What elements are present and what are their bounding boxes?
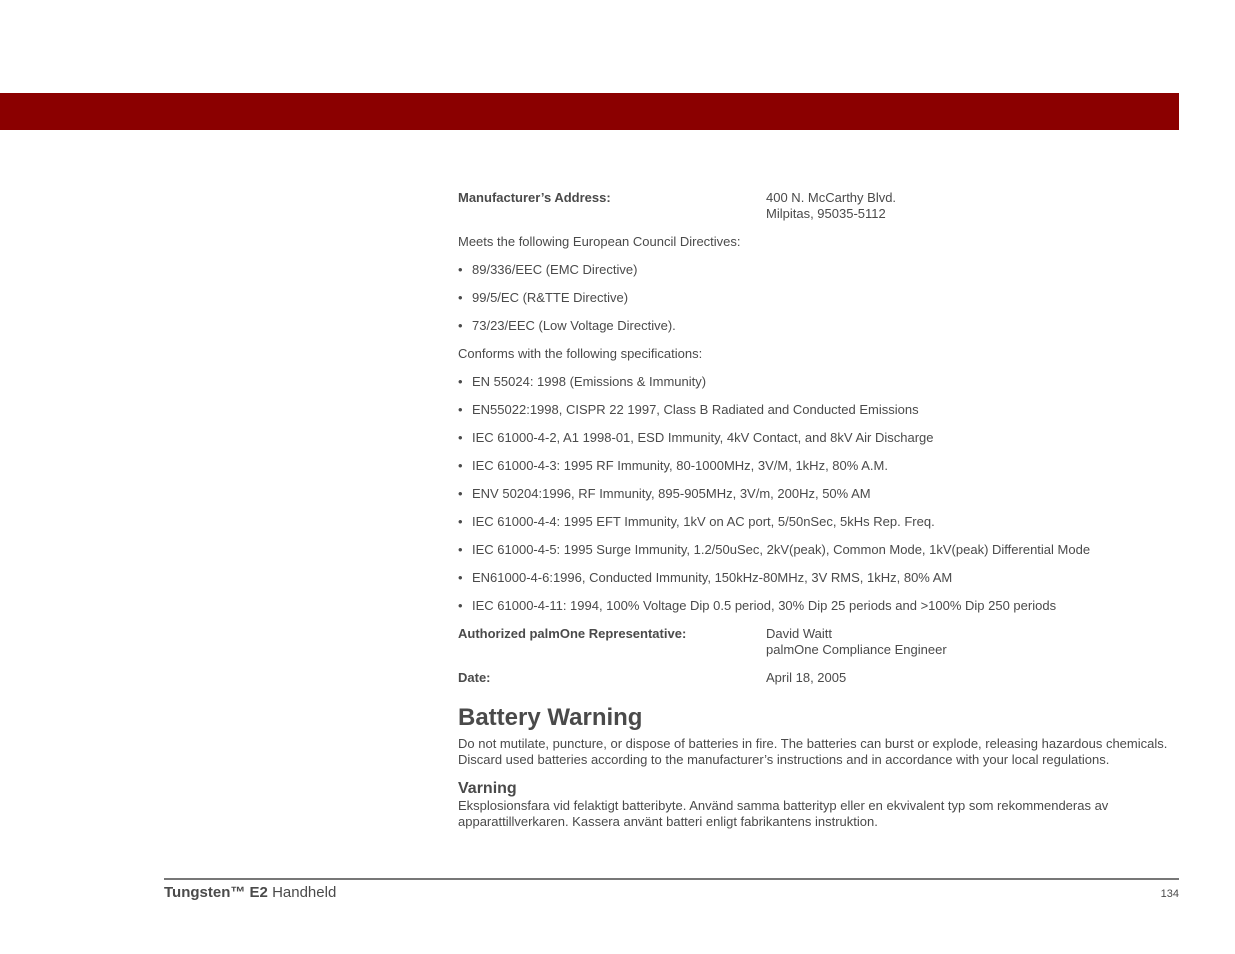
directives-intro: Meets the following European Council Directives: xyxy=(458,234,741,249)
bullet-icon: • xyxy=(458,290,463,305)
address-line-1: 400 N. McCarthy Blvd. xyxy=(766,190,897,205)
bullet-icon: • xyxy=(458,542,463,557)
list-item: • EN61000-4-6:1996, Conducted Immunity, 150kHz-80MHz, 3V RMS, 1kHz, 80% AM xyxy=(458,570,953,585)
bullet-icon: • xyxy=(458,458,463,473)
date-label: Date: xyxy=(458,670,491,685)
bullet-icon: • xyxy=(458,318,463,333)
representative-name: David Waitt xyxy=(766,626,832,641)
footer-product-title xyxy=(164,884,336,902)
list-item: • IEC 61000-4-4: 1995 EFT Immunity, 1kV on AC port, 5/50nSec, 5kHs Rep. Freq. xyxy=(458,514,935,529)
address-line-2: Milpitas, 95035-5112 xyxy=(766,206,886,221)
list-item: • ENV 50204:1996, RF Immunity, 895-905MHz, 3V/m, 200Hz, 50% AM xyxy=(458,486,871,501)
varning-heading: Varning xyxy=(458,780,517,797)
list-item: • IEC 61000-4-2, A1 1998-01, ESD Immunity, 4kV Contact, and 8kV Air Discharge xyxy=(458,430,934,445)
bullet-icon: • xyxy=(458,262,463,277)
list-item: • EN 55024: 1998 (Emissions & Immunity) xyxy=(458,374,707,389)
varning-text: Eksplosionsfara vid felaktigt batteribyte. Använd samma batterityp eller en ekvivalent typ som rekommenderas av apparattillverkaren. Kassera använt batteri enligt fabrikantens instruktion. xyxy=(458,798,1109,829)
footer-product-name: Tungsten™ E2 xyxy=(164,884,268,901)
bullet-icon: • xyxy=(458,598,463,613)
list-item: • 89/336/EEC (EMC Directive) xyxy=(458,262,638,277)
footer-divider xyxy=(164,878,1179,880)
list-item: • IEC 61000-4-3: 1995 RF Immunity, 80-1000MHz, 3V/M, 1kHz, 80% A.M. xyxy=(458,458,888,473)
header-bar xyxy=(0,93,1179,130)
list-item: • IEC 61000-4-11: 1994, 100% Voltage Dip 0.5 period, 30% Dip 25 periods and >100% Dip 250 periods xyxy=(458,598,1057,613)
page-number: 134 xyxy=(1160,888,1179,900)
bullet-icon: • xyxy=(458,486,463,501)
bullet-icon: • xyxy=(458,514,463,529)
representative-value xyxy=(766,626,1178,658)
bullet-icon: • xyxy=(458,430,463,445)
specs-list xyxy=(458,374,1178,614)
representative-row xyxy=(458,626,1178,658)
representative-title: palmOne Compliance Engineer xyxy=(766,642,947,657)
bullet-icon: • xyxy=(458,374,463,389)
date-row xyxy=(458,670,1178,686)
directives-list xyxy=(458,262,1178,334)
specs-intro: Conforms with the following specifications: xyxy=(458,346,703,361)
manufacturer-address-value xyxy=(766,190,1178,222)
list-item: • 99/5/EC (R&TTE Directive) xyxy=(458,290,629,305)
date-value: April 18, 2005 xyxy=(766,670,847,685)
list-item: • IEC 61000-4-5: 1995 Surge Immunity, 1.2/50uSec, 2kV(peak), Common Mode, 1kV(peak) Differential Mode xyxy=(458,542,1091,557)
manufacturer-address-row xyxy=(458,190,1178,222)
footer-product-suffix: Handheld xyxy=(267,884,337,901)
bullet-icon: • xyxy=(458,570,463,585)
document-body xyxy=(458,190,1178,830)
battery-warning-heading: Battery Warning xyxy=(458,704,643,731)
battery-warning-text: Do not mutilate, puncture, or dispose of batteries in fire. The batteries can burst or explode, releasing hazardous chemicals. Discard used batteries according to the manufacturer’s instructions and in accordance with your local regulations. xyxy=(458,736,1168,767)
manufacturer-address-label: Manufacturer’s Address: xyxy=(458,190,611,205)
list-item: • EN55022:1998, CISPR 22 1997, Class B Radiated and Conducted Emissions xyxy=(458,402,919,417)
bullet-icon: • xyxy=(458,402,463,417)
representative-label: Authorized palmOne Representative: xyxy=(458,626,687,641)
list-item: • 73/23/EEC (Low Voltage Directive). xyxy=(458,318,676,333)
